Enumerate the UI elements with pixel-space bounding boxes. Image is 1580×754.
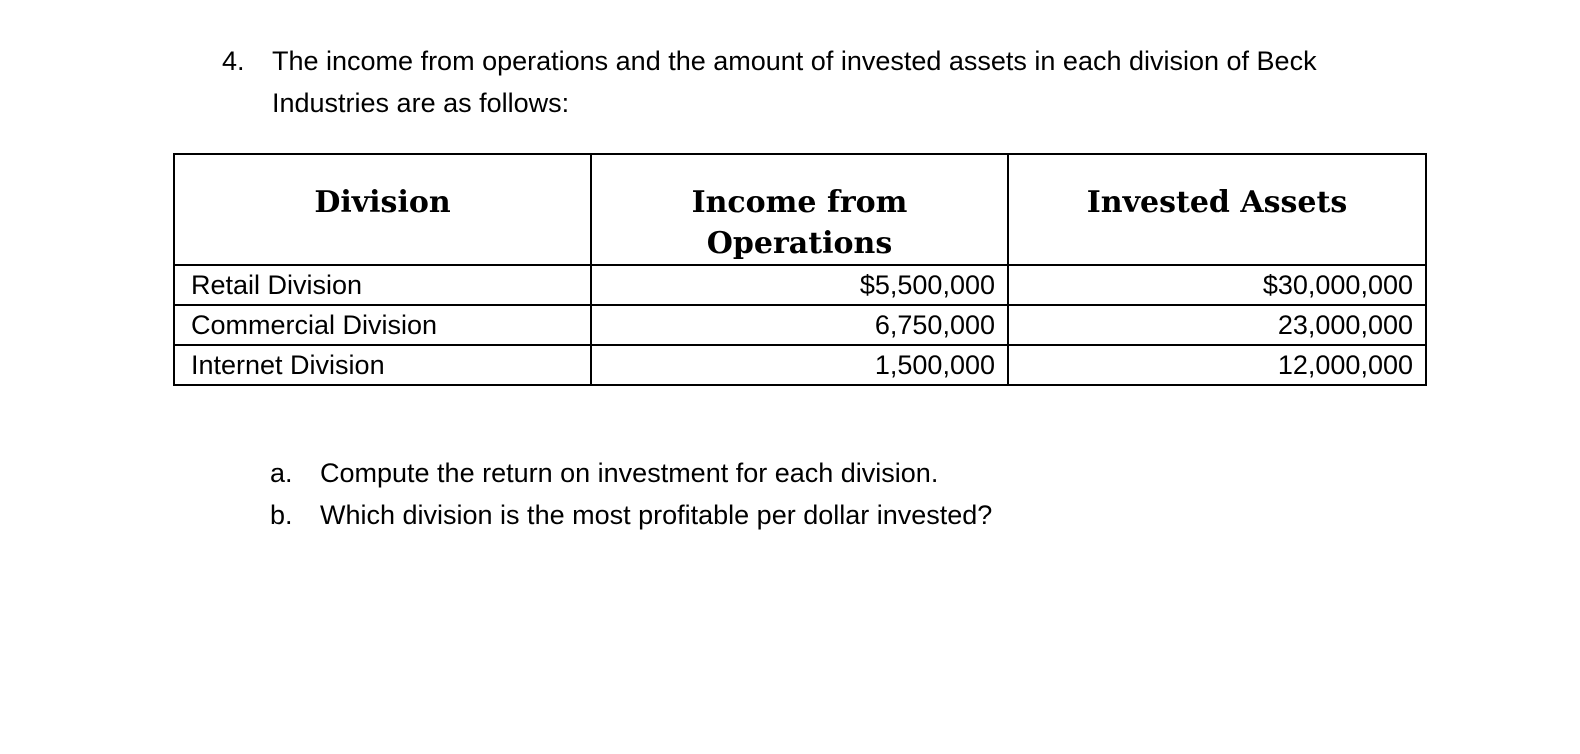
table-row	[174, 305, 1426, 345]
question-text: The income from operations and the amount of invested assets in each division of Beck Industries are as follows:	[272, 46, 1317, 118]
division-table	[173, 153, 1427, 386]
table-header-row	[174, 154, 1426, 265]
assets-value: 12,000,000	[1008, 345, 1426, 385]
header-income: Income from Operations	[591, 154, 1008, 265]
assets-value: $30,000,000	[1008, 265, 1426, 305]
subquestion-letter: a.	[270, 458, 293, 488]
table-row	[174, 265, 1426, 305]
income-value: $5,500,000	[591, 265, 1008, 305]
subquestion-text: Compute the return on investment for each division.	[320, 458, 939, 488]
subquestion-text: Which division is the most profitable per dollar invested?	[320, 500, 993, 530]
division-name: Commercial Division	[174, 305, 591, 345]
question-number: 4.	[222, 46, 245, 76]
division-name: Retail Division	[174, 265, 591, 305]
header-division: Division	[174, 154, 591, 265]
division-name: Internet Division	[174, 345, 591, 385]
income-value: 6,750,000	[591, 305, 1008, 345]
question-4	[222, 40, 1362, 124]
income-value: 1,500,000	[591, 345, 1008, 385]
table-row	[174, 345, 1426, 385]
subquestion-letter: b.	[270, 500, 293, 530]
header-assets: Invested Assets	[1008, 154, 1426, 265]
assets-value: 23,000,000	[1008, 305, 1426, 345]
